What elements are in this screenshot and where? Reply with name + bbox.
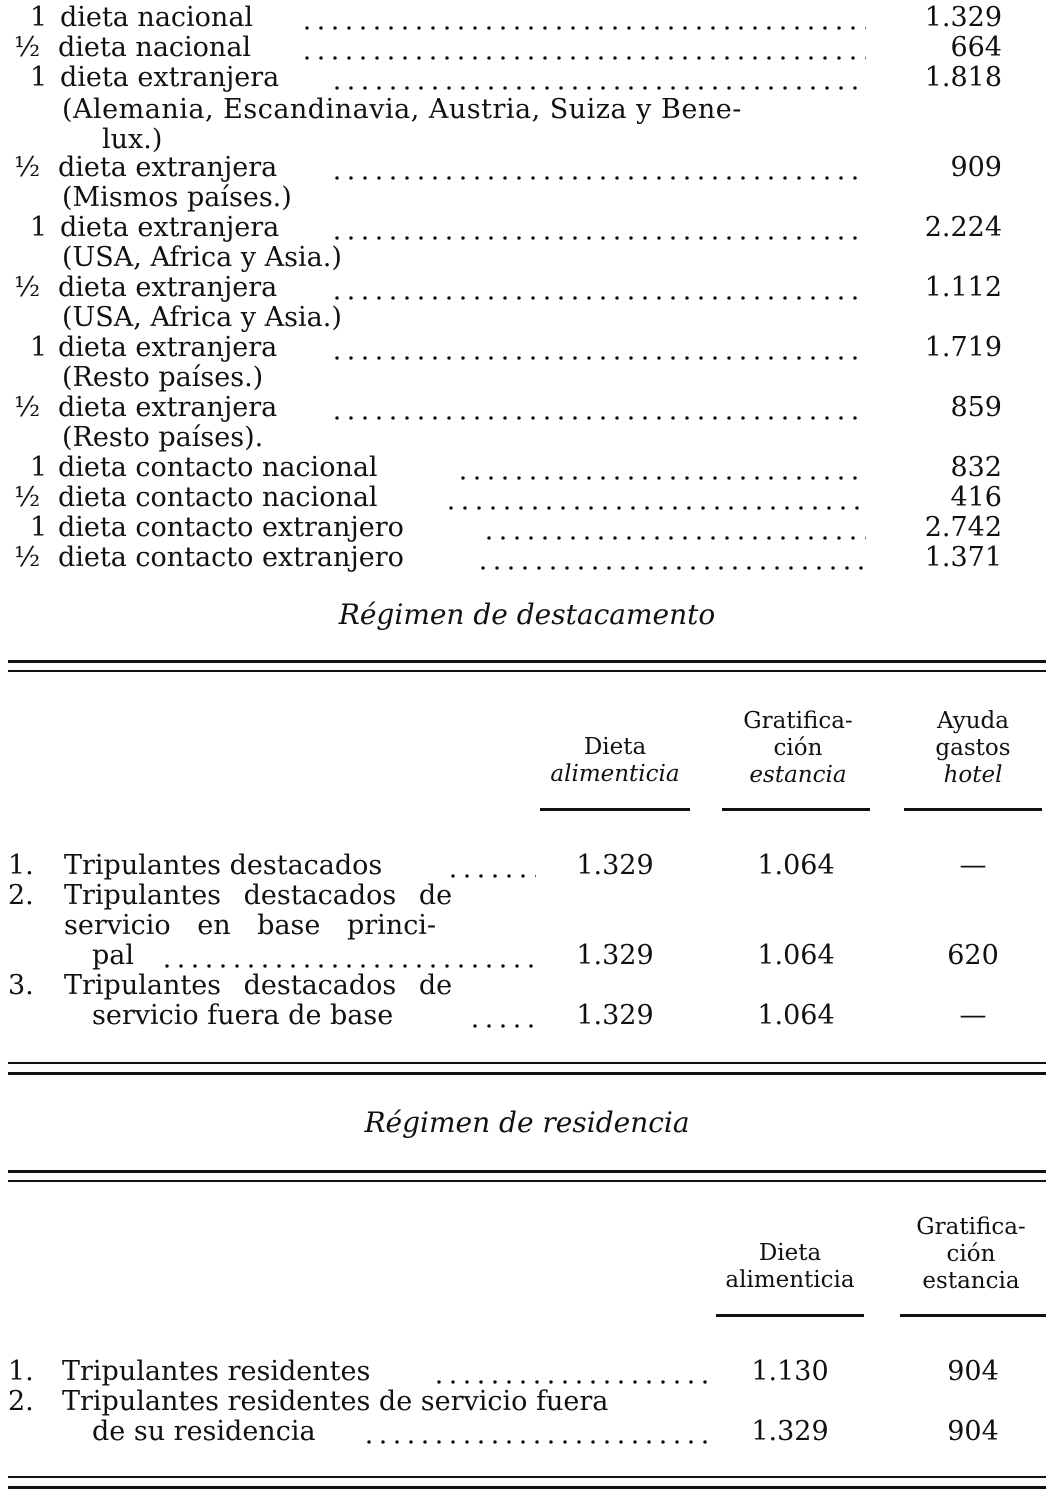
cell-dieta: 1.329: [576, 1000, 654, 1031]
list-item-note: [0, 94, 1054, 124]
item-label: dieta extranjera: [58, 392, 278, 423]
list-item-note: [0, 124, 1054, 154]
header-line: ción: [946, 1241, 996, 1267]
item-label: dieta contacto nacional: [58, 482, 378, 513]
header-line: Gratifica-: [743, 708, 853, 734]
list-item: [0, 2, 1054, 32]
header-line: estancia: [749, 762, 847, 788]
item-label: dieta extranjera: [60, 212, 280, 243]
row-label: servicio en base princi-: [64, 910, 437, 941]
col-header-gratificacion: [716, 708, 880, 789]
header-line: alimenticia: [725, 1267, 855, 1293]
item-note: lux.): [102, 124, 163, 155]
col-rule: [900, 1314, 1046, 1317]
row-label: Tripulantes residentes: [62, 1356, 371, 1387]
col-rule: [716, 1314, 864, 1317]
list-item: [0, 392, 1054, 422]
cell-ayuda: —: [959, 850, 987, 881]
dot-leader: [330, 416, 866, 420]
list-item: [0, 542, 1054, 572]
col-header-gratificacion: [896, 1214, 1046, 1295]
item-label: dieta extranjera: [60, 62, 280, 93]
dot-leader: [300, 56, 866, 60]
dot-leader: [330, 296, 866, 300]
table-top-rule: [8, 1170, 1046, 1173]
dot-leader: [160, 964, 536, 968]
list-item: [0, 272, 1054, 302]
table-bottom-rule: [8, 1486, 1046, 1489]
header-line: gastos: [935, 735, 1011, 761]
item-label: dieta nacional: [60, 2, 254, 33]
header-line: ción: [773, 735, 823, 761]
dot-leader: [444, 506, 866, 510]
header-line: Ayuda: [937, 708, 1009, 734]
qty: ½: [14, 152, 41, 183]
row-label: de su residencia: [92, 1416, 316, 1447]
list-item: [0, 62, 1054, 92]
table-top-rule: [8, 660, 1046, 663]
cell-dieta: 1.329: [576, 850, 654, 881]
table-top-rule-inner: [8, 1180, 1046, 1182]
item-label: dieta contacto extranjero: [58, 542, 404, 573]
item-label: dieta contacto extranjero: [58, 512, 404, 543]
cell-gratificacion: 904: [947, 1416, 999, 1447]
item-note: (USA, Africa y Asia.): [62, 242, 342, 273]
dot-leader: [468, 1024, 536, 1028]
col-rule: [904, 808, 1042, 811]
qty: ½: [14, 542, 41, 573]
col-header-dieta: [710, 1240, 870, 1294]
item-value: 1.818: [924, 62, 1002, 93]
list-item: [0, 452, 1054, 482]
qty: 1: [30, 2, 48, 33]
cell-gratificacion: 1.064: [757, 1000, 835, 1031]
col-rule: [722, 808, 870, 811]
item-note: (Resto países.): [62, 362, 264, 393]
list-item: [0, 212, 1054, 242]
list-item-note: [0, 302, 1054, 332]
dot-leader: [330, 356, 866, 360]
row-label: Tripulantes destacados de: [64, 880, 453, 911]
item-note: (USA, Africa y Asia.): [62, 302, 342, 333]
row-label: servicio fuera de base: [92, 1000, 394, 1031]
item-value: 664: [950, 32, 1002, 63]
item-label: dieta extranjera: [58, 332, 278, 363]
cell-dieta: 1.130: [751, 1356, 829, 1387]
list-item-note: [0, 362, 1054, 392]
dot-leader: [330, 176, 866, 180]
qty: 1: [30, 212, 48, 243]
row-label: Tripulantes destacados: [64, 850, 383, 881]
list-item: [0, 332, 1054, 362]
item-value: 859: [950, 392, 1002, 423]
item-label: dieta extranjera: [58, 272, 278, 303]
cell-ayuda: —: [959, 1000, 987, 1031]
header-line: Gratifica-: [916, 1214, 1026, 1240]
cell-ayuda: 620: [947, 940, 999, 971]
table-bottom-rule-inner: [8, 1476, 1046, 1478]
dot-leader: [456, 476, 866, 480]
col-header-ayuda: [900, 708, 1046, 789]
cell-dieta: 1.329: [576, 940, 654, 971]
item-label: dieta contacto nacional: [58, 452, 378, 483]
header-line: alimenticia: [550, 761, 680, 787]
list-item: [0, 512, 1054, 542]
row-label: pal: [92, 940, 135, 971]
cell-gratificacion: 1.064: [757, 940, 835, 971]
list-item: [0, 152, 1054, 182]
dot-leader: [300, 26, 866, 30]
table-top-rule-inner: [8, 670, 1046, 672]
item-value: 1.719: [924, 332, 1002, 363]
row-label: Tripulantes destacados de: [64, 970, 453, 1001]
dot-leader: [446, 874, 536, 878]
list-item-note: [0, 182, 1054, 212]
list-item: [0, 32, 1054, 62]
qty: 1: [30, 62, 48, 93]
dot-leader: [330, 236, 866, 240]
cell-gratificacion: 1.064: [757, 850, 835, 881]
list-item-note: [0, 242, 1054, 272]
item-value: 1.371: [924, 542, 1002, 573]
cell-dieta: 1.329: [751, 1416, 829, 1447]
list-item-note: [0, 422, 1054, 452]
item-value: 1.329: [924, 2, 1002, 33]
row-number: 3.: [8, 970, 34, 1001]
row-number: 2.: [8, 880, 34, 911]
item-value: 2.224: [924, 212, 1002, 243]
col-header-dieta: [530, 734, 700, 788]
row-number: 1.: [8, 1356, 34, 1387]
dot-leader: [362, 1440, 714, 1444]
qty: 1: [30, 452, 48, 483]
dot-leader: [432, 1380, 714, 1384]
item-note: (Mismos países.): [62, 182, 292, 213]
row-number: 1.: [8, 850, 34, 881]
item-label: dieta nacional: [58, 32, 252, 63]
item-value: 416: [950, 482, 1002, 513]
dot-leader: [330, 86, 866, 90]
qty: ½: [14, 272, 41, 303]
table-bottom-rule: [8, 1072, 1046, 1075]
qty: ½: [14, 392, 41, 423]
qty: 1: [30, 512, 48, 543]
section-title-residencia: Régimen de residencia: [364, 1106, 690, 1139]
header-line: estancia: [922, 1268, 1020, 1294]
item-value: 1.112: [924, 272, 1002, 303]
list-item: [0, 482, 1054, 512]
item-note: (Resto países).: [62, 422, 264, 453]
qty: ½: [14, 32, 41, 63]
section-title-destacamento: Régimen de destacamento: [338, 598, 716, 631]
header-line: Dieta: [583, 734, 647, 760]
col-rule: [540, 808, 690, 811]
item-value: 909: [950, 152, 1002, 183]
header-line: hotel: [943, 762, 1003, 788]
dot-leader: [476, 566, 866, 570]
row-label: Tripulantes residentes de servicio fuera: [62, 1386, 609, 1417]
item-note: (Alemania, Escandinavia, Austria, Suiza y Bene-: [62, 94, 742, 125]
item-value: 832: [950, 452, 1002, 483]
table-bottom-rule-inner: [8, 1062, 1046, 1064]
qty: 1: [30, 332, 48, 363]
dot-leader: [482, 536, 866, 540]
row-number: 2.: [8, 1386, 34, 1417]
item-value: 2.742: [924, 512, 1002, 543]
header-line: Dieta: [758, 1240, 822, 1266]
item-label: dieta extranjera: [58, 152, 278, 183]
cell-gratificacion: 904: [947, 1356, 999, 1387]
qty: ½: [14, 482, 41, 513]
